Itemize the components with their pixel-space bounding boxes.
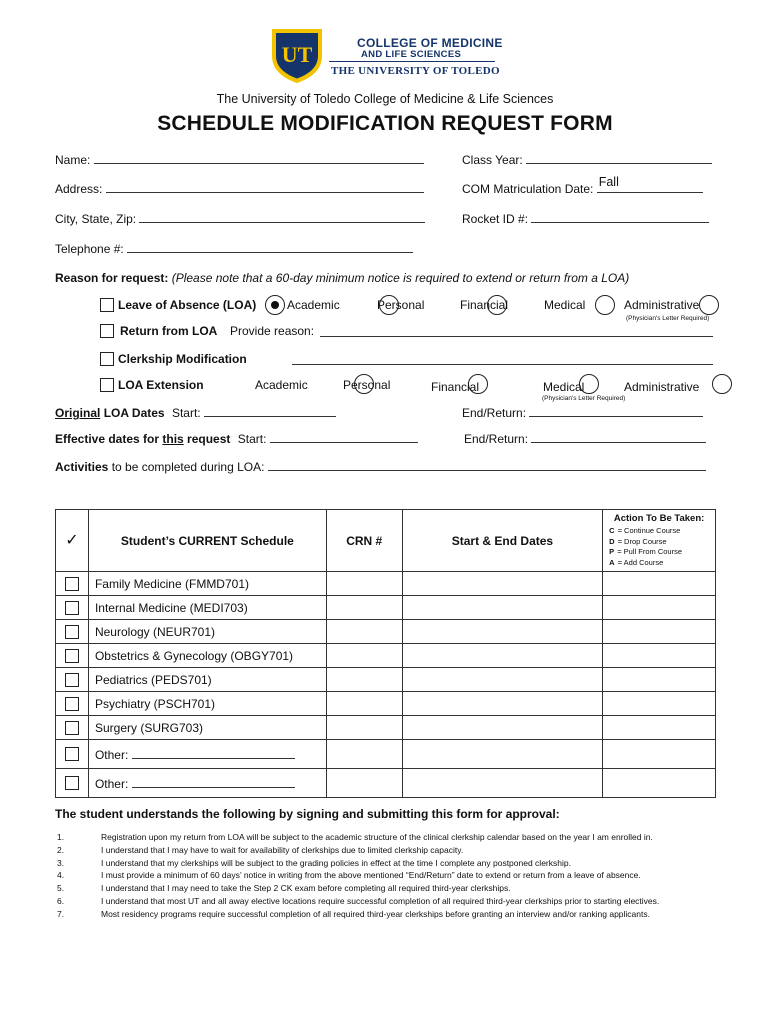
reason-note: (Please note that a 60-day minimum notice is required to extend or return from a LOA) bbox=[171, 271, 630, 285]
other-course-field[interactable] bbox=[132, 776, 295, 788]
logo-college-name-2: AND LIFE SCIENCES bbox=[361, 49, 462, 60]
agreement-item: I understand that my clerkships will be subject to the grading policies in effect at the time I complete any postponed clerkship. bbox=[101, 857, 571, 868]
university-logo-shield bbox=[269, 26, 325, 84]
original-start-label: Start: bbox=[171, 406, 201, 420]
course-name: Family Medicine (FMMD701) bbox=[94, 576, 249, 591]
course-cell bbox=[88, 572, 326, 596]
agreement-number: 6. bbox=[57, 896, 65, 906]
table-header-row bbox=[56, 510, 716, 572]
loa-personal-label: Personal bbox=[377, 298, 425, 312]
other-course-field[interactable] bbox=[132, 747, 295, 759]
loa-financial-label: Financial bbox=[460, 298, 509, 312]
effective-pre: Effective dates for bbox=[55, 432, 163, 446]
rocket-id-row bbox=[462, 211, 709, 226]
row-checkbox[interactable] bbox=[65, 673, 79, 687]
original-end-field[interactable] bbox=[529, 405, 703, 417]
original-start-field[interactable] bbox=[204, 405, 336, 417]
original-end-row bbox=[462, 405, 703, 420]
table-row bbox=[56, 716, 716, 740]
logo-divider bbox=[329, 61, 495, 62]
form-subtitle: The University of Toledo College of Medicine & Life Sciences bbox=[216, 92, 554, 106]
action-cell[interactable] bbox=[603, 596, 716, 620]
effective-end-label: End/Return: bbox=[464, 432, 529, 446]
provide-reason-label: Provide reason: bbox=[230, 324, 315, 338]
city-field[interactable] bbox=[139, 211, 425, 223]
row-checkbox[interactable] bbox=[65, 721, 79, 735]
return-checkbox[interactable] bbox=[100, 324, 114, 338]
row-check-cell bbox=[56, 572, 89, 596]
effective-post: request bbox=[183, 432, 231, 446]
row-check-cell bbox=[56, 692, 89, 716]
effective-start-field[interactable] bbox=[270, 431, 418, 443]
reason-row bbox=[55, 271, 629, 285]
action-cell[interactable] bbox=[603, 716, 716, 740]
agreement-item: I understand that most UT and all away elective locations require successful completion of all required third-year clerkships prior to starting electives. bbox=[101, 896, 660, 906]
action-cell[interactable] bbox=[603, 769, 716, 798]
row-check-cell bbox=[56, 668, 89, 692]
address-row bbox=[55, 181, 424, 196]
crn-header: CRN # bbox=[326, 510, 402, 572]
loa-checkbox[interactable] bbox=[100, 298, 114, 312]
ext-personal-label: Personal bbox=[343, 378, 391, 392]
extension-label: LOA Extension bbox=[118, 378, 204, 392]
return-label: Return from LOA bbox=[120, 324, 218, 338]
logo-university-name: THE UNIVERSITY OF TOLEDO bbox=[331, 65, 500, 77]
agreement-number: 7. bbox=[57, 908, 65, 919]
table-row bbox=[56, 620, 716, 644]
ext-academic-label: Academic bbox=[255, 378, 308, 392]
loa-administrative-radio[interactable] bbox=[699, 295, 719, 315]
row-checkbox[interactable] bbox=[65, 697, 79, 711]
ext-medical-label: Medical bbox=[543, 380, 585, 394]
dates-cell[interactable] bbox=[402, 692, 603, 716]
loa-medical-label: Medical bbox=[544, 298, 586, 312]
city-label: City, State, Zip: bbox=[55, 212, 137, 226]
action-text: = Pull From Course bbox=[617, 547, 682, 556]
activities-field[interactable] bbox=[268, 459, 706, 471]
table-row bbox=[56, 692, 716, 716]
dates-cell[interactable] bbox=[402, 769, 603, 798]
class-year-field[interactable] bbox=[526, 152, 712, 164]
agreement-item: I must provide a minimum of 60 days’ notice in writing from the above mentioned “End/Return” date to extend or return from a leave of absence. bbox=[101, 870, 641, 881]
name-field[interactable] bbox=[94, 152, 424, 164]
dates-cell[interactable] bbox=[402, 644, 603, 668]
matric-label: COM Matriculation Date: bbox=[462, 182, 594, 196]
crn-cell[interactable] bbox=[326, 740, 402, 769]
agreement-number: 3. bbox=[57, 857, 65, 868]
table-row bbox=[56, 596, 716, 620]
form-title: SCHEDULE MODIFICATION REQUEST FORM bbox=[157, 112, 613, 135]
agreement-heading: The student understands the following by signing and submitting this form for approval: bbox=[55, 807, 560, 821]
clerkship-reason-field[interactable] bbox=[292, 353, 713, 365]
crn-cell[interactable] bbox=[326, 716, 402, 740]
crn-cell[interactable] bbox=[326, 596, 402, 620]
agreement-item: Most residency programs require successful completion of all required third-year clerkships before granting an interview and/or ranking applicants. bbox=[101, 908, 650, 919]
course-name: Internal Medicine (MEDI703) bbox=[94, 600, 248, 615]
phone-label: Telephone #: bbox=[55, 242, 124, 256]
schedule-body bbox=[56, 572, 716, 798]
phone-row bbox=[55, 241, 413, 256]
original-loa-dates-label: LOA Dates bbox=[103, 406, 165, 420]
agreement-item: Registration upon my return from LOA will be subject to the academic structure of the clinical clerkship calendar based on the year I am enrolled in. bbox=[101, 832, 653, 842]
table-row bbox=[56, 668, 716, 692]
city-row bbox=[55, 211, 425, 226]
agreement-number: 5. bbox=[57, 883, 65, 894]
name-field-row bbox=[55, 152, 424, 167]
course-header: Student’s CURRENT Schedule bbox=[88, 510, 326, 572]
activities-row bbox=[55, 459, 706, 474]
table-row bbox=[56, 572, 716, 596]
logo-college-name: COLLEGE OF MEDICINE bbox=[357, 36, 503, 50]
dates-cell[interactable] bbox=[402, 620, 603, 644]
schedule-table bbox=[55, 509, 716, 798]
loa-academic-radio[interactable] bbox=[265, 295, 285, 315]
course-cell bbox=[88, 668, 326, 692]
action-cell[interactable] bbox=[603, 572, 716, 596]
address-label: Address: bbox=[55, 182, 103, 196]
check-header: ✓ bbox=[56, 510, 89, 572]
reason-label: Reason for request: bbox=[55, 271, 169, 285]
dates-cell[interactable] bbox=[402, 596, 603, 620]
row-check-cell bbox=[56, 644, 89, 668]
action-item bbox=[609, 537, 709, 548]
row-check-cell bbox=[56, 740, 89, 769]
row-check-cell bbox=[56, 716, 89, 740]
original-word: Original bbox=[55, 406, 101, 420]
dates-header: Start & End Dates bbox=[402, 510, 603, 572]
original-dates-row bbox=[55, 405, 336, 420]
name-label: Name: bbox=[55, 153, 91, 167]
action-cell[interactable] bbox=[603, 740, 716, 769]
course-name: Other: bbox=[94, 776, 129, 791]
agreement-number: 1. bbox=[57, 832, 65, 842]
course-name: Neurology (NEUR701) bbox=[94, 624, 216, 639]
course-cell bbox=[88, 644, 326, 668]
action-code: A bbox=[609, 557, 615, 567]
row-checkbox[interactable] bbox=[65, 601, 79, 615]
matric-row bbox=[462, 175, 703, 196]
action-cell[interactable] bbox=[603, 620, 716, 644]
action-list bbox=[609, 526, 709, 568]
phone-field[interactable] bbox=[127, 241, 413, 253]
course-name: Obstetrics & Gynecology (OBGY701) bbox=[94, 648, 294, 663]
matric-value: Fall bbox=[598, 175, 619, 189]
course-cell bbox=[88, 596, 326, 620]
effective-start-label: Start: bbox=[237, 432, 267, 446]
rocket-id-field[interactable] bbox=[531, 211, 709, 223]
row-checkbox[interactable] bbox=[65, 577, 79, 591]
action-cell[interactable] bbox=[603, 644, 716, 668]
provide-reason-field[interactable] bbox=[320, 325, 713, 337]
original-end-label: End/Return: bbox=[462, 406, 527, 420]
dates-cell[interactable] bbox=[402, 740, 603, 769]
table-row bbox=[56, 644, 716, 668]
course-cell bbox=[88, 769, 326, 798]
course-name: Psychiatry (PSCH701) bbox=[94, 696, 216, 711]
course-cell bbox=[88, 716, 326, 740]
action-header: Action To Be Taken: bbox=[613, 513, 705, 524]
action-item bbox=[609, 547, 709, 558]
row-checkbox[interactable] bbox=[65, 625, 79, 639]
clerkship-label: Clerkship Modification bbox=[118, 352, 247, 366]
action-code: P bbox=[609, 547, 615, 556]
rocket-id-label: Rocket ID #: bbox=[462, 212, 529, 226]
crn-cell[interactable] bbox=[326, 769, 402, 798]
row-checkbox[interactable] bbox=[65, 747, 79, 761]
effective-end-row bbox=[464, 431, 706, 446]
agreement-item: I understand that I may need to take the Step 2 CK exam before completing all required third-year clerkships. bbox=[101, 883, 511, 894]
activities-bold: Activities bbox=[55, 460, 109, 474]
loa-administrative-label: Administrative bbox=[624, 298, 700, 312]
agreement-number: 2. bbox=[57, 844, 65, 855]
loa-physician-note: (Physician's Letter Required) bbox=[626, 315, 710, 322]
class-year-label: Class Year: bbox=[462, 153, 523, 167]
crn-cell[interactable] bbox=[326, 692, 402, 716]
dates-cell[interactable] bbox=[402, 668, 603, 692]
action-cell[interactable] bbox=[603, 668, 716, 692]
crn-cell[interactable] bbox=[326, 572, 402, 596]
ext-medical-radio[interactable] bbox=[712, 374, 732, 394]
action-text: = Add Course bbox=[617, 557, 664, 567]
row-check-cell bbox=[56, 620, 89, 644]
dates-cell[interactable] bbox=[402, 716, 603, 740]
action-code: C bbox=[609, 526, 615, 535]
loa-label: Leave of Absence (LOA) bbox=[118, 298, 257, 312]
action-code: D bbox=[609, 536, 615, 546]
agreement-item: I understand that I may have to wait for availability of clerkships due to limited clerkship capacity. bbox=[101, 844, 464, 855]
effective-end-field[interactable] bbox=[531, 431, 706, 443]
crn-cell[interactable] bbox=[326, 668, 402, 692]
course-cell bbox=[88, 620, 326, 644]
loa-medical-radio[interactable] bbox=[595, 295, 615, 315]
matric-field[interactable] bbox=[597, 175, 703, 193]
action-legend bbox=[603, 510, 716, 572]
effective-this: this bbox=[162, 432, 184, 446]
course-name: Surgery (SURG703) bbox=[94, 720, 204, 735]
row-check-cell bbox=[56, 596, 89, 620]
course-name: Other: bbox=[94, 747, 129, 762]
course-name: Pediatrics (PEDS701) bbox=[94, 672, 212, 687]
action-item bbox=[609, 526, 709, 537]
row-checkbox[interactable] bbox=[65, 649, 79, 663]
ext-financial-label: Financial bbox=[431, 380, 480, 394]
logo-monogram: UT bbox=[281, 42, 313, 67]
action-text: = Continue Course bbox=[617, 526, 681, 535]
course-cell bbox=[88, 740, 326, 769]
action-cell[interactable] bbox=[603, 692, 716, 716]
dates-cell[interactable] bbox=[402, 572, 603, 596]
course-cell bbox=[88, 692, 326, 716]
crn-cell[interactable] bbox=[326, 644, 402, 668]
crn-cell[interactable] bbox=[326, 620, 402, 644]
loa-academic-label: Academic bbox=[287, 298, 340, 312]
class-year-row bbox=[462, 152, 712, 167]
action-text: = Drop Course bbox=[617, 536, 667, 546]
table-row bbox=[56, 769, 716, 798]
extension-checkbox[interactable] bbox=[100, 378, 114, 392]
action-item bbox=[609, 558, 709, 569]
row-check-cell bbox=[56, 769, 89, 798]
row-checkbox[interactable] bbox=[65, 776, 79, 790]
address-field[interactable] bbox=[106, 181, 424, 193]
ext-administrative-label: Administrative bbox=[624, 380, 700, 394]
clerkship-checkbox[interactable] bbox=[100, 352, 114, 366]
ext-physician-note: (Physician's Letter Required) bbox=[542, 395, 626, 402]
activities-label: to be completed during LOA: bbox=[111, 460, 265, 474]
table-row bbox=[56, 740, 716, 769]
agreement-number: 4. bbox=[57, 870, 65, 881]
effective-dates-row bbox=[55, 431, 418, 446]
